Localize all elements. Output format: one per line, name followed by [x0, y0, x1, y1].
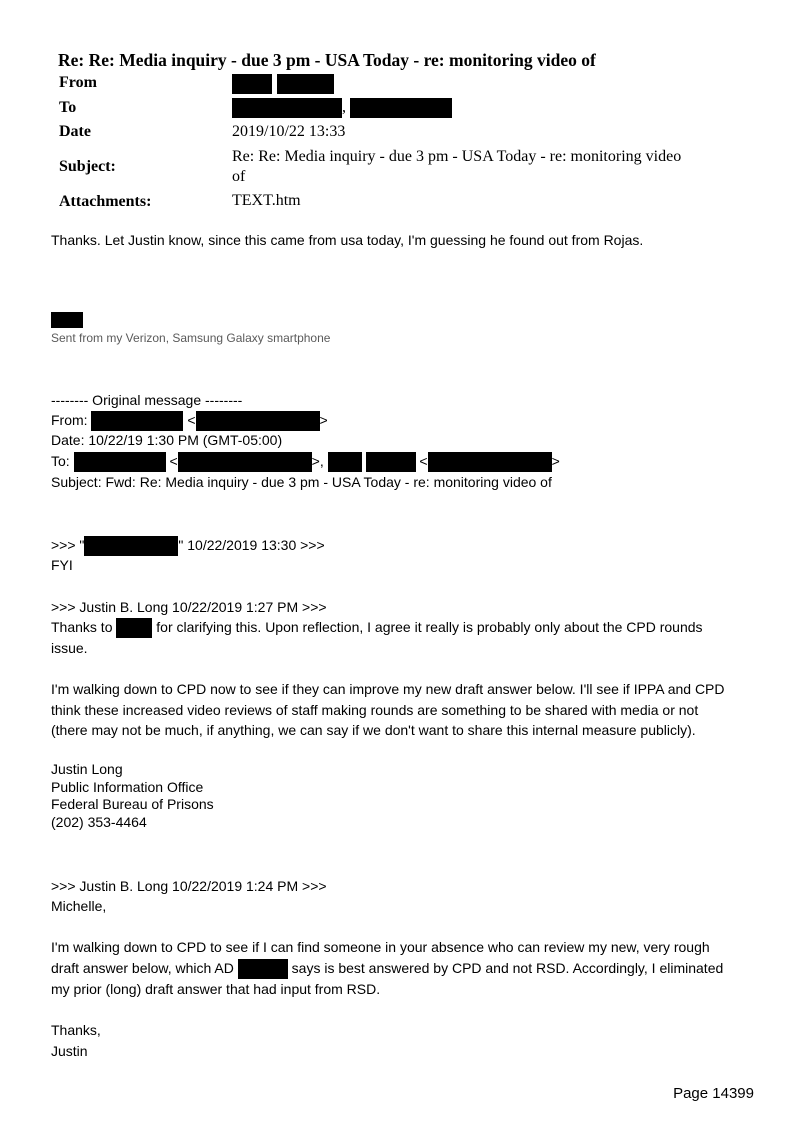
signature-phone: (202) 353-4464: [51, 813, 147, 830]
text-span: draft answer below, which AD: [51, 959, 234, 976]
text-line: I'm walking down to CPD now to see if they can improve my new draft answer below. I'll see if IPPA and CPD: [51, 681, 725, 697]
redaction: [116, 618, 152, 638]
to-value: [232, 98, 452, 118]
from-value: [232, 74, 334, 94]
subject-line-1: Re: Re: Media inquiry - due 3 pm - USA Today - re: monitoring video: [232, 148, 682, 165]
text-line: (there may not be much, if anything, we can say if we don't want to share this internal measure publicly).: [51, 722, 696, 738]
original-to-label: To:: [51, 453, 70, 469]
redaction: [91, 411, 183, 431]
to-label: To: [59, 99, 77, 116]
fwd-header-3: >>> Justin B. Long 10/22/2019 1:24 PM >>>: [51, 878, 327, 894]
text-line: my prior (long) draft answer that had input from RSD.: [51, 980, 381, 997]
text-line: think these increased video reviews of staff making rounds are something to be shared with media or not: [51, 701, 699, 718]
attachments-label: Attachments:: [59, 193, 152, 210]
signature-office: Public Information Office: [51, 778, 204, 795]
redaction: [328, 452, 362, 472]
reply-text: Thanks. Let Justin know, since this came from usa today, I'm guessing he found out from Rojas.: [51, 232, 644, 248]
redaction: [74, 452, 166, 472]
redaction: [277, 74, 334, 94]
fwd-suffix: " 10/22/2019 13:30 >>>: [178, 537, 325, 553]
angle-close: >: [551, 453, 560, 469]
angle-open: <: [187, 412, 196, 428]
from-label: From: [59, 74, 97, 91]
signature-block: [51, 761, 214, 831]
original-to-line: [51, 451, 560, 472]
angle-open: <: [169, 453, 178, 469]
fwd2-paragraph-1-end: issue.: [51, 640, 88, 656]
redaction: [51, 312, 83, 328]
fwd3-paragraph-1: [51, 937, 723, 999]
original-message-divider: -------- Original message --------: [51, 392, 243, 408]
fwd2-paragraph-1: [51, 617, 703, 638]
redaction: [232, 74, 272, 94]
redaction: [178, 452, 312, 472]
fwd-body-1: FYI: [51, 557, 73, 573]
signature-org: Federal Bureau of Prisons: [51, 796, 214, 812]
subject-value: [232, 147, 681, 187]
subject-line-2: of: [232, 168, 246, 185]
text-line: [51, 958, 723, 979]
recipient-separator: >,: [311, 453, 324, 469]
redaction: [232, 98, 342, 118]
text-span: says is best answered by CPD and not RSD. Accordingly, I eliminated: [291, 959, 724, 976]
date-label: Date: [59, 123, 91, 140]
attachment-link[interactable]: TEXT.htm: [232, 192, 301, 209]
fwd3-greeting: Michelle,: [51, 898, 107, 914]
original-subject-line: Subject: Fwd: Re: Media inquiry - due 3 pm - USA Today - re: monitoring video of: [51, 474, 552, 490]
original-from-label: From:: [51, 412, 88, 428]
sent-from-note: Sent from my Verizon, Samsung Galaxy smartphone: [51, 331, 331, 345]
redaction: [428, 452, 552, 472]
fwd-header-1: [51, 535, 325, 556]
fwd3-closing: Thanks,: [51, 1022, 101, 1038]
redaction: [350, 98, 452, 118]
redaction: [196, 411, 320, 431]
text-span: for clarifying this. Upon reflection, I agree it really is probably only about the CPD rounds: [156, 619, 703, 635]
fwd-header-2: >>> Justin B. Long 10/22/2019 1:27 PM >>>: [51, 599, 327, 615]
to-separator: ,: [342, 98, 346, 116]
fwd-prefix: >>> ": [51, 537, 85, 553]
redaction: [238, 959, 288, 979]
subject-label: Subject:: [59, 158, 116, 175]
angle-open: <: [419, 453, 428, 469]
original-from-line: [51, 410, 328, 431]
original-date-line: Date: 10/22/19 1:30 PM (GMT-05:00): [51, 432, 283, 448]
fwd3-name: Justin: [51, 1043, 88, 1059]
page-number: Page 14399: [673, 1085, 754, 1102]
email-title: Re: Re: Media inquiry - due 3 pm - USA Today - re: monitoring video of: [58, 50, 596, 70]
date-value: 2019/10/22 13:33: [232, 123, 346, 140]
text-span: Thanks to: [51, 619, 113, 635]
fwd2-paragraph-2: [51, 679, 725, 741]
signature-name: Justin Long: [51, 761, 123, 777]
text-line: I'm walking down to CPD to see if I can find someone in your absence who can review my new, very rough: [51, 939, 710, 955]
angle-close: >: [319, 412, 328, 428]
redaction: [366, 452, 416, 472]
redaction: [84, 536, 178, 556]
